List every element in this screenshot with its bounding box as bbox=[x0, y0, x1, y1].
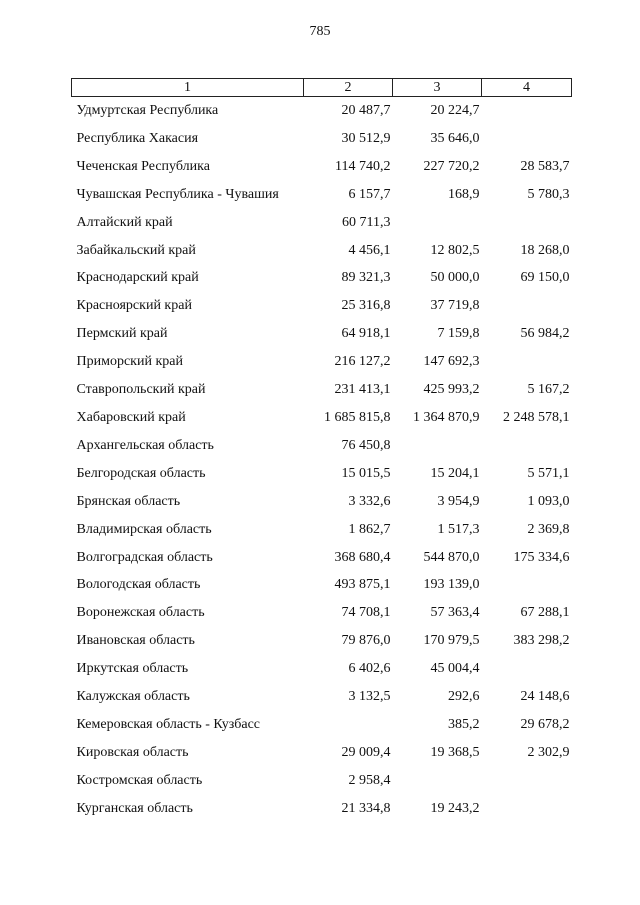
table-header bbox=[72, 79, 572, 97]
region-name-cell: Калужская область bbox=[76, 689, 190, 705]
value-col-2-cell: 1 685 815,8 bbox=[324, 409, 391, 425]
table-row bbox=[72, 237, 572, 265]
table-row bbox=[72, 153, 572, 181]
regions-table bbox=[71, 78, 572, 823]
value-col-3-cell: 170 979,5 bbox=[423, 633, 480, 649]
table-row bbox=[72, 655, 572, 683]
table-row bbox=[72, 209, 572, 237]
region-name-cell: Ставропольский край bbox=[76, 382, 206, 398]
region-name-cell: Забайкальский край bbox=[76, 242, 196, 258]
region-name-cell: Хабаровский край bbox=[76, 409, 186, 425]
table-row bbox=[72, 460, 572, 488]
value-col-3-cell: 292,6 bbox=[448, 689, 480, 705]
value-col-3-cell bbox=[393, 432, 482, 460]
page-number: 785 bbox=[309, 24, 331, 39]
region-name-cell: Ивановская область bbox=[76, 633, 195, 649]
table-row bbox=[72, 181, 572, 209]
value-col-2-cell: 231 413,1 bbox=[334, 382, 391, 398]
value-col-2-cell: 4 456,1 bbox=[348, 242, 391, 258]
value-col-2-cell: 21 334,8 bbox=[341, 800, 391, 816]
region-name-cell: Белгородская область bbox=[76, 465, 206, 481]
value-col-3-cell bbox=[393, 209, 482, 237]
value-col-4-cell: 5 571,1 bbox=[527, 465, 570, 481]
value-col-3-cell: 1 517,3 bbox=[437, 521, 480, 537]
value-col-2-cell: 3 132,5 bbox=[348, 689, 391, 705]
value-col-2-cell: 74 708,1 bbox=[341, 605, 391, 621]
value-col-4-cell: 2 248 578,1 bbox=[503, 409, 570, 425]
value-col-2-cell: 6 402,6 bbox=[348, 661, 391, 677]
value-col-4-cell: 24 148,6 bbox=[520, 689, 570, 705]
value-col-4-cell: 28 583,7 bbox=[520, 158, 570, 174]
value-col-3-cell: 7 159,8 bbox=[437, 326, 480, 342]
region-name-cell: Иркутская область bbox=[76, 661, 189, 677]
value-col-2-cell: 64 918,1 bbox=[341, 326, 391, 342]
value-col-3-cell bbox=[393, 767, 482, 795]
value-col-3-cell: 168,9 bbox=[448, 186, 480, 202]
table-row bbox=[72, 97, 572, 125]
table-row bbox=[72, 711, 572, 739]
table-row bbox=[72, 292, 572, 320]
region-name-cell: Пермский край bbox=[76, 326, 168, 342]
table-row bbox=[72, 432, 572, 460]
value-col-2-cell: 20 487,7 bbox=[341, 103, 391, 118]
value-col-3-cell: 57 363,4 bbox=[430, 605, 480, 621]
value-col-3-cell: 19 368,5 bbox=[430, 744, 480, 760]
value-col-3-cell: 15 204,1 bbox=[430, 465, 480, 481]
value-col-2-cell: 3 332,6 bbox=[348, 493, 391, 509]
table-row bbox=[72, 320, 572, 348]
value-col-2-cell: 29 009,4 bbox=[341, 744, 391, 760]
column-header-2: 2 bbox=[304, 79, 393, 97]
value-col-4-cell bbox=[482, 125, 572, 153]
column-header-1: 1 bbox=[72, 79, 304, 97]
region-name-cell: Вологодская область bbox=[76, 577, 201, 593]
table-row bbox=[72, 376, 572, 404]
table-row bbox=[72, 544, 572, 572]
region-name-cell: Удмуртская Республика bbox=[76, 103, 219, 118]
region-name-cell: Республика Хакасия bbox=[76, 130, 199, 146]
table-row bbox=[72, 571, 572, 599]
value-col-3-cell: 20 224,7 bbox=[430, 103, 480, 118]
value-col-4-cell: 5 780,3 bbox=[527, 186, 570, 202]
value-col-4-cell bbox=[482, 795, 572, 823]
table-row bbox=[72, 264, 572, 292]
value-col-3-cell: 227 720,2 bbox=[423, 158, 480, 174]
value-col-4-cell bbox=[482, 432, 572, 460]
value-col-3-cell: 147 692,3 bbox=[423, 354, 480, 370]
value-col-4-cell: 29 678,2 bbox=[520, 716, 570, 732]
value-col-4-cell bbox=[482, 97, 572, 125]
value-col-4-cell: 18 268,0 bbox=[520, 242, 570, 258]
value-col-4-cell bbox=[482, 292, 572, 320]
region-name-cell: Кемеровская область - Кузбасс bbox=[76, 716, 261, 732]
value-col-3-cell: 45 004,4 bbox=[430, 661, 480, 677]
value-col-2-cell: 2 958,4 bbox=[348, 772, 391, 788]
value-col-3-cell: 37 719,8 bbox=[430, 298, 480, 314]
value-col-3-cell: 425 993,2 bbox=[423, 382, 480, 398]
table-row bbox=[72, 348, 572, 376]
value-col-4-cell: 1 093,0 bbox=[527, 493, 570, 509]
value-col-2-cell: 60 711,3 bbox=[342, 214, 391, 230]
value-col-4-cell bbox=[482, 571, 572, 599]
value-col-4-cell: 175 334,6 bbox=[513, 549, 570, 565]
region-name-cell: Архангельская область bbox=[76, 437, 214, 453]
table-row bbox=[72, 627, 572, 655]
value-col-4-cell: 69 150,0 bbox=[520, 270, 570, 286]
region-name-cell: Волгоградская область bbox=[76, 549, 213, 565]
value-col-4-cell: 56 984,2 bbox=[520, 326, 570, 342]
column-header-3: 3 bbox=[393, 79, 482, 97]
value-col-2-cell: 76 450,8 bbox=[341, 437, 391, 453]
region-name-cell: Курганская область bbox=[76, 800, 193, 816]
region-name-cell: Владимирская область bbox=[76, 521, 212, 537]
value-col-4-cell: 2 369,8 bbox=[527, 521, 570, 537]
value-col-4-cell bbox=[482, 655, 572, 683]
region-name-cell: Чувашская Республика - Чувашия bbox=[76, 186, 279, 202]
region-name-cell: Приморский край bbox=[76, 354, 183, 370]
value-col-3-cell: 19 243,2 bbox=[430, 800, 480, 816]
region-name-cell: Кировская область bbox=[76, 744, 189, 760]
table-row bbox=[72, 125, 572, 153]
table-row bbox=[72, 404, 572, 432]
value-col-2-cell: 25 316,8 bbox=[341, 298, 391, 314]
value-col-3-cell: 385,2 bbox=[448, 716, 480, 732]
value-col-3-cell: 193 139,0 bbox=[423, 577, 480, 593]
value-col-4-cell: 2 302,9 bbox=[527, 744, 570, 760]
value-col-4-cell bbox=[482, 767, 572, 795]
region-name-cell: Чеченская Республика bbox=[76, 158, 210, 174]
region-name-cell: Костромская область bbox=[76, 772, 203, 788]
value-col-2-cell bbox=[304, 711, 393, 739]
region-name-cell: Воронежская область bbox=[76, 605, 205, 621]
value-col-2-cell: 79 876,0 bbox=[341, 633, 391, 649]
value-col-4-cell: 5 167,2 bbox=[527, 382, 570, 398]
value-col-4-cell bbox=[482, 348, 572, 376]
value-col-3-cell: 3 954,9 bbox=[437, 493, 480, 509]
table-row bbox=[72, 599, 572, 627]
table-body bbox=[72, 97, 572, 823]
region-name-cell: Брянская область bbox=[76, 493, 181, 509]
table-row bbox=[72, 767, 572, 795]
region-name-cell: Красноярский край bbox=[76, 298, 192, 314]
table-row bbox=[72, 516, 572, 544]
value-col-3-cell: 50 000,0 bbox=[430, 270, 480, 286]
table-row bbox=[72, 739, 572, 767]
value-col-2-cell: 1 862,7 bbox=[348, 521, 391, 537]
value-col-2-cell: 15 015,5 bbox=[341, 465, 391, 481]
value-col-3-cell: 1 364 870,9 bbox=[413, 409, 480, 425]
value-col-2-cell: 493 875,1 bbox=[334, 577, 391, 593]
header-row bbox=[72, 79, 572, 97]
value-col-4-cell: 383 298,2 bbox=[513, 633, 570, 649]
value-col-4-cell: 67 288,1 bbox=[520, 605, 570, 621]
value-col-2-cell: 30 512,9 bbox=[341, 130, 391, 146]
value-col-2-cell: 368 680,4 bbox=[334, 549, 391, 565]
value-col-3-cell: 12 802,5 bbox=[430, 242, 480, 258]
value-col-2-cell: 216 127,2 bbox=[334, 354, 391, 370]
value-col-2-cell: 89 321,3 bbox=[341, 270, 391, 286]
table-row bbox=[72, 683, 572, 711]
region-name-cell: Краснодарский край bbox=[76, 270, 199, 286]
column-header-4: 4 bbox=[482, 79, 572, 97]
region-name-cell: Алтайский край bbox=[76, 214, 173, 230]
value-col-3-cell: 544 870,0 bbox=[423, 549, 480, 565]
value-col-2-cell: 114 740,2 bbox=[335, 158, 391, 174]
value-col-4-cell bbox=[482, 209, 572, 237]
table-row bbox=[72, 488, 572, 516]
table-row bbox=[72, 795, 572, 823]
value-col-3-cell: 35 646,0 bbox=[430, 130, 480, 146]
value-col-2-cell: 6 157,7 bbox=[348, 186, 391, 202]
